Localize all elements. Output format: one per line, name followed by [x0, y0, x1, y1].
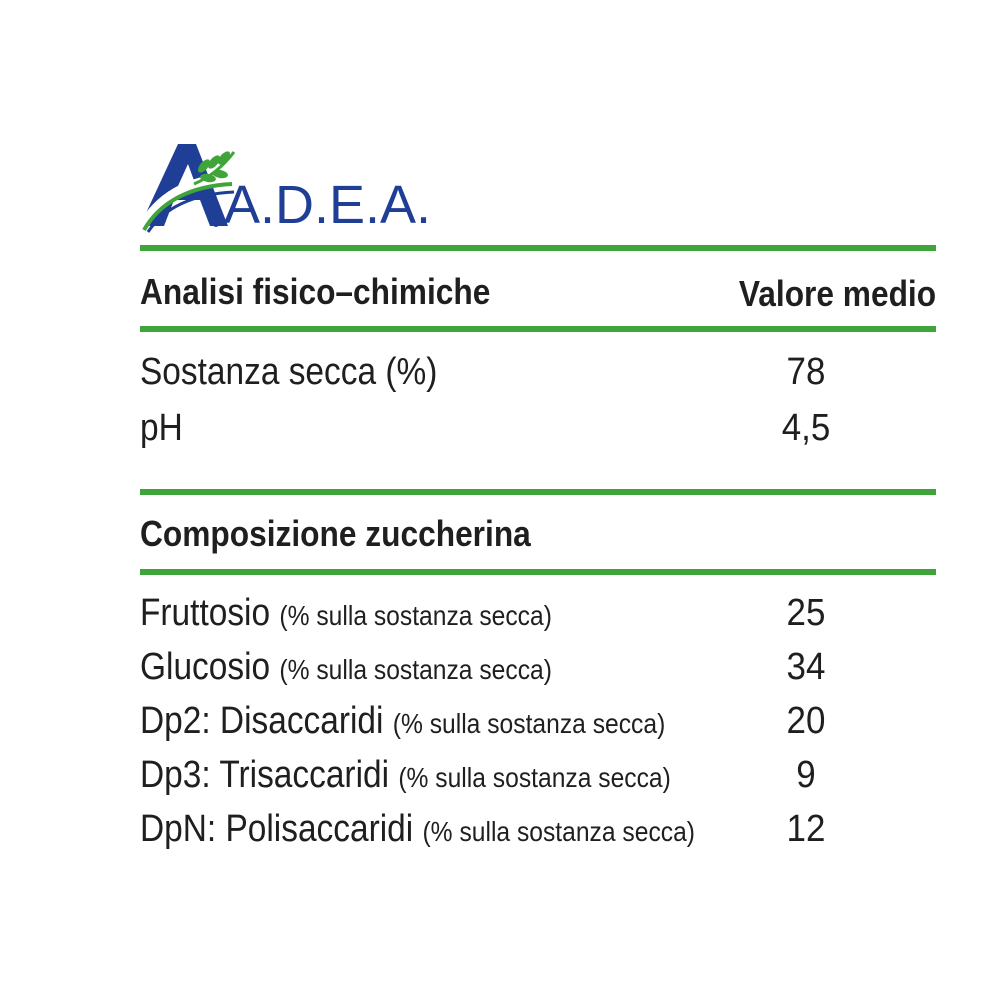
table-row — [140, 751, 860, 799]
value-column-header: Valore medio — [738, 273, 936, 314]
section1-title: Analisi fisico–chimiche — [140, 271, 491, 312]
section1-header-rule — [140, 326, 936, 332]
row-value: 12 — [786, 808, 826, 850]
row-label: Dp2: Disaccaridi (% sulla sostanza secca) — [140, 700, 666, 742]
section1-top-rule — [140, 245, 936, 251]
table-row — [140, 348, 860, 396]
adea-logo-mark-icon — [138, 138, 238, 233]
section2-top-rule — [140, 489, 936, 495]
table-row — [140, 589, 860, 637]
table-row — [140, 404, 860, 452]
adea-logo-text: A.D.E.A. — [224, 175, 432, 235]
row-value: 4,5 — [781, 407, 831, 449]
table-row — [140, 697, 860, 745]
table-row — [140, 805, 860, 853]
table-row — [140, 643, 860, 691]
row-label: Glucosio (% sulla sostanza secca) — [140, 646, 552, 688]
row-label: pH — [140, 407, 183, 449]
row-value: 9 — [796, 754, 816, 796]
row-label: Sostanza secca (%) — [140, 351, 438, 393]
adea-logo — [138, 138, 458, 233]
row-value: 34 — [786, 646, 826, 688]
row-label: DpN: Polisaccaridi (% sulla sostanza secca) — [140, 808, 696, 850]
row-label: Dp3: Trisaccaridi (% sulla sostanza secca) — [140, 754, 671, 796]
row-label: Fruttosio (% sulla sostanza secca) — [140, 592, 552, 634]
section2-header-rule — [140, 569, 936, 575]
row-value: 78 — [786, 351, 826, 393]
section2-title: Composizione zuccherina — [140, 513, 531, 554]
row-value: 25 — [786, 592, 826, 634]
row-value: 20 — [786, 700, 826, 742]
